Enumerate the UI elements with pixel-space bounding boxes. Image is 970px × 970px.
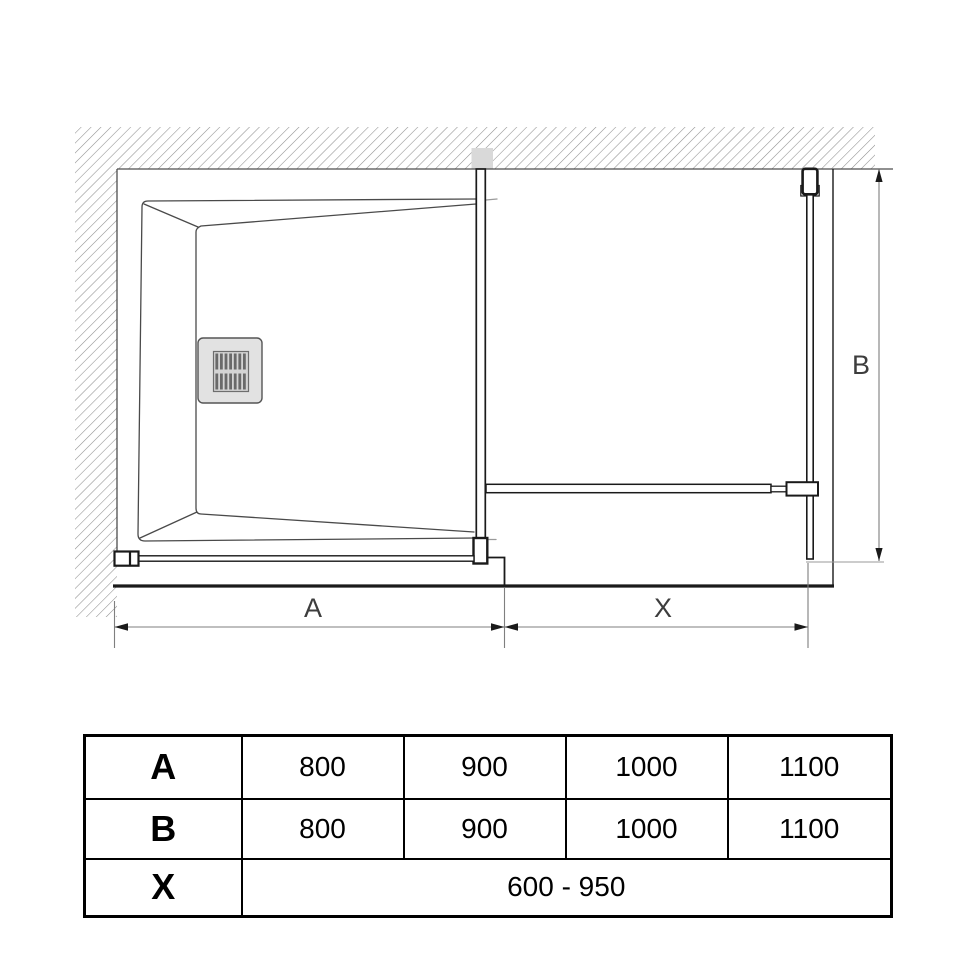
row-b-value-1: 800 xyxy=(242,799,404,859)
table-row-a xyxy=(85,736,892,799)
wall-mount-bracket xyxy=(801,169,819,196)
dim-b-arrow-bottom xyxy=(875,548,882,561)
dimension-b xyxy=(806,169,884,562)
row-b-value-3: 1000 xyxy=(566,799,728,859)
row-a-value-2: 900 xyxy=(404,736,566,799)
dimension-b-label: B xyxy=(851,350,871,380)
shower-tray xyxy=(138,199,497,541)
return-glass-panel xyxy=(801,169,833,586)
row-b-label: B xyxy=(85,799,242,859)
dim-a-arrow-right xyxy=(491,623,505,630)
tray-corner-seam-top xyxy=(144,204,198,227)
table-row-x xyxy=(85,859,892,917)
row-b-value-4: 1100 xyxy=(728,799,892,859)
support-bar-rod xyxy=(771,486,787,492)
tray-corner-seam-bottom xyxy=(140,512,197,538)
dimension-x xyxy=(505,563,809,648)
drain xyxy=(198,338,262,403)
row-a-value-3: 1000 xyxy=(566,736,728,799)
tray-edge-stub-top xyxy=(486,199,497,200)
ceiling-mount-pad xyxy=(472,148,494,169)
row-b-value-2: 900 xyxy=(404,799,566,859)
panel-floor-connector xyxy=(474,538,488,564)
dimension-x-label: X xyxy=(653,593,673,623)
size-table xyxy=(83,734,893,918)
fixed-glass-panel xyxy=(474,169,488,564)
row-x-label: X xyxy=(85,859,242,917)
dimension-a xyxy=(115,593,505,648)
tray-outer-rim xyxy=(138,199,476,541)
dim-b-arrow-top xyxy=(875,169,882,182)
bottom-glass-profile xyxy=(115,552,475,566)
drain-grate xyxy=(214,352,249,392)
row-x-value-range: 600 - 950 xyxy=(242,859,892,917)
support-bar-clamp xyxy=(787,482,819,495)
wall-profile-bracket xyxy=(115,552,139,566)
table-row-b xyxy=(85,799,892,859)
dim-a-arrow-left xyxy=(115,623,129,630)
dim-x-arrow-left xyxy=(505,623,519,630)
row-a-value-1: 800 xyxy=(242,736,404,799)
dim-x-arrow-right xyxy=(795,623,809,630)
support-bar-tube xyxy=(486,484,771,492)
row-a-value-4: 1100 xyxy=(728,736,892,799)
tray-step-edge xyxy=(487,558,504,586)
dimension-a-label: A xyxy=(303,593,323,623)
support-bar xyxy=(486,482,818,495)
row-a-label: A xyxy=(85,736,242,799)
